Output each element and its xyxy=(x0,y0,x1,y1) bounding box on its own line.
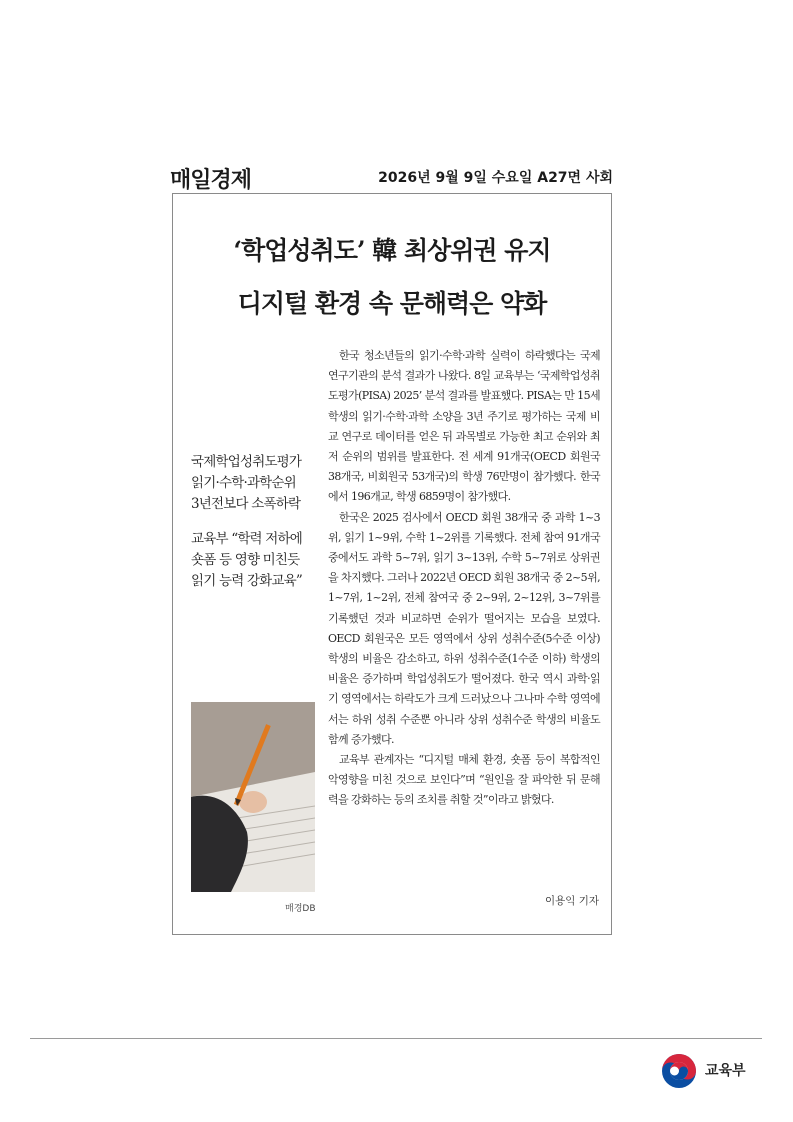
body-paragraph: 한국은 2025 검사에서 OECD 회원 38개국 중 과학 1~3위, 읽기 1~9위, 수학 1~2위를 기록했다. 전체 참여 91개국 중에서도 과학 5~7위, 읽기 3~13위, 수학 5~7위로 상위권을 차지했다. 그러나 2022년 OECD 회원 38개국 중 2~5위, 1~7위, 1~2위, 전체 참여국 중 2~9위, 2~12위, 3~7위를 기록했던 것과 비교하면 순위가 떨어지는 모습을 보였다. OECD 회원국은 모든 영역에서 상위 성취수준(5수준 이상) 학생의 비율은 감소하고, 하위 성취수준(1수준 이하) 학생의 비율은 증가하며 학업성취도가 떨어졌다. 한국 역시 과학·읽기 영역에서는 하락도가 크게 드러났으나 그나마 수학 영역에서는 하위 성취 수준뿐 아니라 상위 성취수준 학생의 비율도 함께 증가했다. xyxy=(328,510,600,746)
article-photo xyxy=(191,702,315,892)
byline: 이용익 기자 xyxy=(544,895,599,907)
masthead xyxy=(170,163,613,193)
taegeuk-logo-icon xyxy=(659,1051,699,1091)
student-writing-illustration xyxy=(191,702,315,892)
body-paragraph: 교육부 관계자는 “디지털 매체 환경, 숏폼 등이 복합적인 악영향을 미친 것으로 보인다”며 “원인을 잘 파악한 뒤 문해력을 강화하는 등의 조치를 취할 것”이라고 밝혔다. xyxy=(328,753,600,807)
headline-line-1: ‘학업성취도’ 韓 최상위권 유지 xyxy=(233,236,551,265)
newspaper-name: 매일경제 xyxy=(170,168,252,193)
body-paragraph: 한국 청소년들의 읽기·수학·과학 실력이 하락했다는 국제 연구기관의 분석 결과가 나왔다. 8일 교육부는 ‘국제학업성취도평가(PISA) 2025’ 분석 결과를 발표했다. PISA는 만 15세 학생의 읽기·수학·과학 소양을 3년 주기로 평가하는 국제 비교 연구로 데이터를 얻은 뒤 과목별로 가능한 최고 순위와 최저 순위의 범위를 발표한다. 전 세계 91개국(OECD 회원국 38개국, 비회원국 53개국)의 학생 76만명이 참가했다. 한국에서 196개교, 학생 6859명이 참가했다. xyxy=(328,349,600,504)
subhead-2: 교육부 “학력 저하에 숏폼 등 영향 미친듯 읽기 능력 강화교육” xyxy=(191,531,303,589)
footer-divider xyxy=(30,1038,762,1039)
photo-credit: 매경DB xyxy=(285,904,316,914)
ministry-name: 교육부 xyxy=(705,1063,746,1079)
subhead-1: 국제학업성취도평가 읽기·수학·과학순위 3년전보다 소폭하락 xyxy=(191,454,302,512)
headline-line-2: 디지털 환경 속 문해력은 약화 xyxy=(237,289,547,318)
subheads xyxy=(191,452,331,606)
issue-info: 2026년 9월 9일 수요일 A27면 사회 xyxy=(378,170,613,186)
article-body xyxy=(328,346,600,811)
article-clipping xyxy=(172,193,612,935)
